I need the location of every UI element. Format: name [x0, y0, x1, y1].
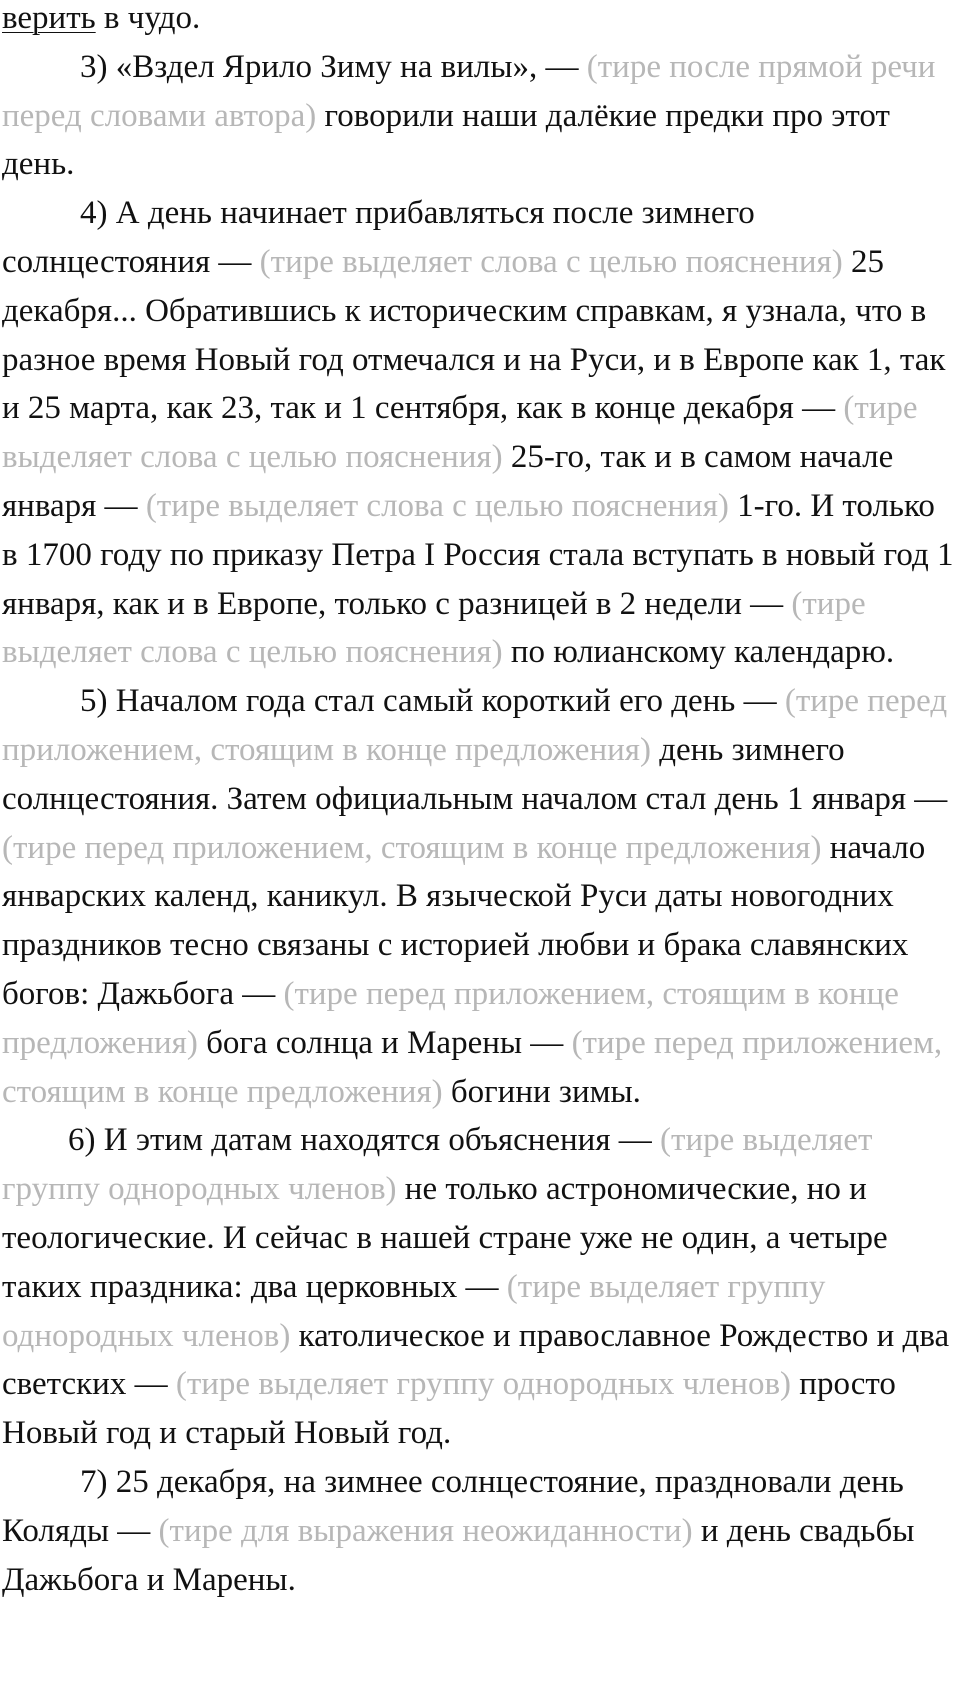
annotation-note: (тире выделяет слова с целью пояснения): [2, 585, 866, 671]
paragraph-continuation: [2, 0, 956, 43]
annotation-note: (тире перед приложением, стоящим в конце предложения): [2, 975, 899, 1061]
text-run: в чудо.: [95, 0, 201, 36]
annotation-note: (тире выделяет группу однородных членов): [2, 1122, 873, 1208]
text-run: и день свадьбы Дажьбога и Марены.: [2, 1512, 915, 1598]
text-run: 1-го. И только в 1700 году по приказу Петра I Россия стала вступать в новый год 1 января, как и в Европе, только с разницей в 2 недели —: [2, 487, 954, 622]
paragraph-6: [2, 1116, 956, 1458]
annotation-note: (тире выделяет группу однородных членов): [2, 1268, 826, 1354]
annotation-note: (тире после прямой речи перед словами автора): [2, 48, 936, 134]
annotation-note: (тире выделяет слова с целью пояснения): [2, 390, 918, 476]
text-run: 25-го, так и в самом начале января —: [2, 439, 894, 524]
text-run: бога солнца и Марены —: [197, 1024, 572, 1061]
text-run: начало январских календ, каникул. В языческой Руси даты новогодних праздников тесно связаны с историей любви и брака славянских богов: Дажьбога —: [2, 829, 926, 1012]
paragraph-7: [2, 1458, 956, 1604]
paragraph-3: [2, 43, 956, 189]
underlined-word: верить: [2, 0, 96, 36]
paragraph-5: [2, 677, 956, 1116]
text-run: 5) Началом года стал самый короткий его день —: [80, 683, 785, 720]
text-run: 25 декабря... Обратившись к историческим справкам, я узнала, что в разное время Новый год отмечался и на Руси, и в Европе как 1, так и 25 марта, как 23, так и 1 сентября, как в конце декабря —: [2, 243, 946, 427]
paragraph-4: [2, 189, 956, 677]
text-run: не только астрономические, но и теологические. И сейчас в нашей стране уже не один, а четыре таких праздника: два церковных —: [2, 1171, 888, 1305]
annotation-note: (тире для выражения неожиданности): [158, 1512, 693, 1549]
document-body: [2, 0, 956, 1604]
annotation-note: (тире перед приложением, стоящим в конце предложения): [2, 829, 822, 866]
text-run: день зимнего солнцестояния. Затем официальным началом стал день 1 января —: [2, 731, 948, 817]
text-run: просто Новый год и старый Новый год.: [2, 1366, 896, 1452]
annotation-note: (тире выделяет слова с целью пояснения): [145, 487, 729, 524]
annotation-note: (тире выделяет слова с целью пояснения): [259, 243, 843, 280]
text-run: 7) 25 декабря, на зимнее солнцестояние, праздновали день Коляды —: [2, 1463, 904, 1549]
text-run: по юлианскому календарю.: [502, 634, 895, 671]
text-run: богини зимы.: [442, 1073, 641, 1110]
text-run: католическое и православное Рождество и два светских —: [2, 1317, 950, 1403]
text-run: 4) А день начинает прибавляться после зимнего солнцестояния —: [2, 195, 755, 280]
text-run: 6) И этим датам находятся объяснения —: [68, 1122, 661, 1159]
annotation-note: (тире перед приложением, стоящим в конце предложения): [2, 683, 948, 768]
text-run: 3) «Вздел Ярило Зиму на вилы», —: [80, 48, 587, 85]
annotation-note: (тире выделяет группу однородных членов): [175, 1366, 792, 1403]
text-run: говорили наши далёкие предки про этот день.: [2, 97, 890, 183]
annotation-note: (тире перед приложением, стоящим в конце предложения): [2, 1024, 943, 1110]
